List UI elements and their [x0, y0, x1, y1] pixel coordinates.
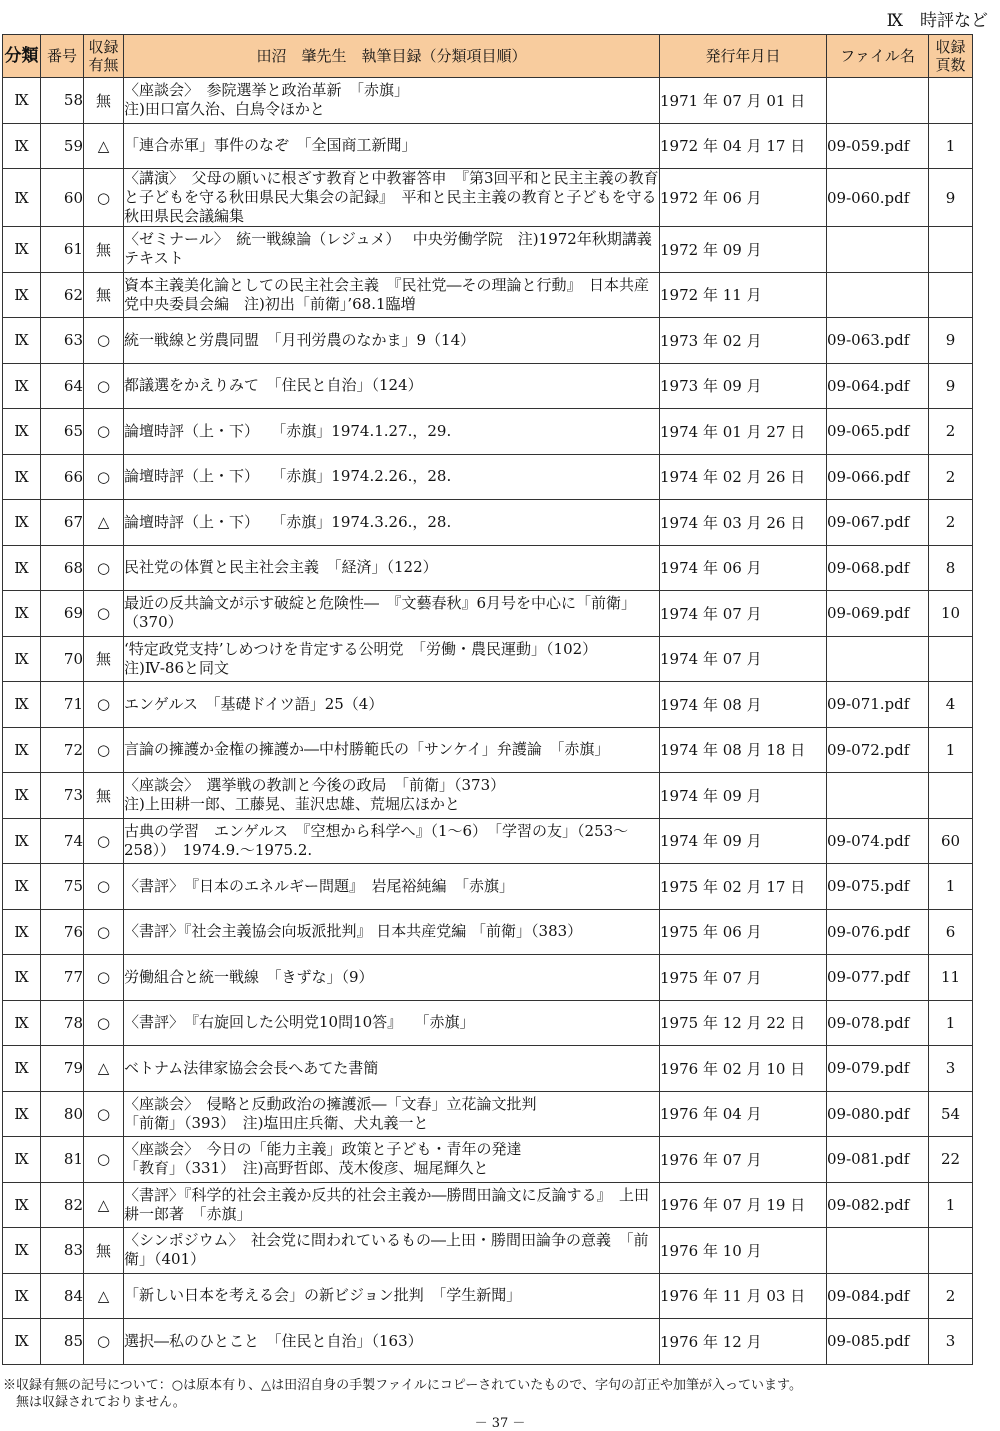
cell-filename: 09-084.pdf [827, 1273, 929, 1319]
cell-title: 〈書評〉 『右旋回した公明党10問10答』 「赤旗」 [124, 1000, 660, 1046]
cell-number: 58 [41, 78, 84, 124]
cell-date: 1975 年 06 月 [660, 909, 827, 955]
cell-pages: 2 [929, 1273, 973, 1319]
cell-number: 65 [41, 409, 84, 455]
cell-status: 無 [84, 1228, 124, 1274]
table-row [3, 682, 973, 728]
cell-filename: 09-069.pdf [827, 591, 929, 637]
cell-status: ○ [84, 864, 124, 910]
cell-title: 「新しい日本を考える会」の新ビジョン批判 「学生新聞」 [124, 1273, 660, 1319]
table-row [3, 1000, 973, 1046]
footnote-line-2: 無は収録されておりません。 [16, 1395, 186, 1410]
header-date: 発行年月日 [660, 35, 827, 78]
cell-date: 1974 年 03 月 26 日 [660, 500, 827, 546]
cell-title: 古典の学習 エンゲルス 『空想から科学へ』（1～6） 「学習の友」（253～258）） 1974.9.～1975.2. [124, 818, 660, 864]
cell-category: Ⅸ [3, 1137, 41, 1183]
table-row [3, 500, 973, 546]
cell-number: 68 [41, 545, 84, 591]
cell-title: 資本主義美化論としての民主社会主義 『民社党―その理論と行動』 日本共産党中央委員会編 注)初出「前衛」’68.1臨増 [124, 272, 660, 318]
cell-filename: 09-068.pdf [827, 545, 929, 591]
table-row [3, 818, 973, 864]
cell-date: 1972 年 09 月 [660, 227, 827, 273]
cell-category: Ⅸ [3, 500, 41, 546]
cell-date: 1973 年 02 月 [660, 318, 827, 364]
cell-filename: 09-076.pdf [827, 909, 929, 955]
cell-title: 論壇時評（上・下） 「赤旗」1974.1.27.，29. [124, 409, 660, 455]
cell-status: 無 [84, 272, 124, 318]
cell-filename: 09-075.pdf [827, 864, 929, 910]
cell-status: ○ [84, 591, 124, 637]
catalog-table [2, 34, 973, 1365]
cell-date: 1976 年 07 月 [660, 1137, 827, 1183]
cell-number: 83 [41, 1228, 84, 1274]
cell-status: ○ [84, 682, 124, 728]
cell-date: 1974 年 08 月 18 日 [660, 727, 827, 773]
cell-status: ○ [84, 955, 124, 1001]
cell-status: 無 [84, 773, 124, 819]
cell-title: 〈書評〉『科学的社会主義か反共的社会主義か―勝間田論文に反論する』 上田耕一郎著 「赤旗」 [124, 1182, 660, 1228]
cell-filename: 09-063.pdf [827, 318, 929, 364]
cell-category: Ⅸ [3, 272, 41, 318]
table-row [3, 591, 973, 637]
cell-date: 1976 年 07 月 19 日 [660, 1182, 827, 1228]
table-row [3, 1046, 973, 1092]
cell-filename: 09-082.pdf [827, 1182, 929, 1228]
cell-category: Ⅸ [3, 955, 41, 1001]
footnote-line-1: ※収録有無の記号について：○は原本有り、△は田沼自身の手製ファイルにコピーされていたもので、字句の訂正や加筆が入っています。 [3, 1378, 803, 1393]
header-pages: 収録 頁数 [929, 35, 973, 78]
cell-filename: 09-079.pdf [827, 1046, 929, 1092]
cell-pages: 1 [929, 727, 973, 773]
cell-number: 60 [41, 169, 84, 227]
cell-status: ○ [84, 169, 124, 227]
table-row [3, 363, 973, 409]
cell-filename: 09-074.pdf [827, 818, 929, 864]
cell-title: ベトナム法律家協会会長へあてた書簡 [124, 1046, 660, 1092]
table-row [3, 773, 973, 819]
cell-status: ○ [84, 727, 124, 773]
cell-pages: 2 [929, 454, 973, 500]
cell-number: 82 [41, 1182, 84, 1228]
table-row [3, 545, 973, 591]
cell-filename: 09-064.pdf [827, 363, 929, 409]
cell-title: 〈座談会〉 侵略と反動政治の擁護派―「文春」立花論文批判 「前衛」（393） 注)塩田庄兵衛、犬丸義一と [124, 1091, 660, 1137]
cell-category: Ⅸ [3, 169, 41, 227]
cell-title: 〈シンポジウム〉 社会党に問われているもの―上田・勝間田論争の意義 「前衛」（401） [124, 1228, 660, 1274]
cell-status: △ [84, 500, 124, 546]
cell-date: 1975 年 07 月 [660, 955, 827, 1001]
cell-date: 1972 年 04 月 17 日 [660, 123, 827, 169]
cell-pages: 54 [929, 1091, 973, 1137]
cell-date: 1976 年 04 月 [660, 1091, 827, 1137]
header-bango: 番号 [41, 35, 84, 78]
cell-category: Ⅸ [3, 78, 41, 124]
cell-pages: 1 [929, 1182, 973, 1228]
cell-filename: 09-060.pdf [827, 169, 929, 227]
table-row [3, 955, 973, 1001]
cell-title: 〈書評〉『社会主義協会向坂派批判』 日本共産党編 「前衛」（383） [124, 909, 660, 955]
cell-status: ○ [84, 1000, 124, 1046]
footnote [3, 1377, 802, 1411]
cell-category: Ⅸ [3, 636, 41, 682]
cell-category: Ⅸ [3, 545, 41, 591]
cell-filename [827, 227, 929, 273]
cell-filename [827, 773, 929, 819]
cell-category: Ⅸ [3, 123, 41, 169]
cell-pages [929, 636, 973, 682]
cell-category: Ⅸ [3, 1182, 41, 1228]
cell-title: 都議選をかえりみて 「住民と自治」（124） [124, 363, 660, 409]
cell-date: 1976 年 11 月 03 日 [660, 1273, 827, 1319]
cell-number: 72 [41, 727, 84, 773]
cell-pages [929, 773, 973, 819]
cell-pages: 1 [929, 123, 973, 169]
table-row [3, 123, 973, 169]
cell-pages: 22 [929, 1137, 973, 1183]
cell-title: 〈書評〉 『日本のエネルギー問題』 岩尾裕純編 「赤旗」 [124, 864, 660, 910]
cell-date: 1974 年 09 月 [660, 818, 827, 864]
cell-pages: 3 [929, 1046, 973, 1092]
cell-title: エンゲルス 「基礎ドイツ語」25（4） [124, 682, 660, 728]
cell-number: 63 [41, 318, 84, 364]
table-row [3, 1091, 973, 1137]
table-row [3, 78, 973, 124]
table-row [3, 169, 973, 227]
cell-pages [929, 1228, 973, 1274]
cell-category: Ⅸ [3, 1000, 41, 1046]
cell-number: 84 [41, 1273, 84, 1319]
cell-status: ○ [84, 545, 124, 591]
cell-filename: 09-072.pdf [827, 727, 929, 773]
cell-date: 1974 年 01 月 27 日 [660, 409, 827, 455]
cell-number: 76 [41, 909, 84, 955]
table-row [3, 636, 973, 682]
cell-title: 労働組合と統一戦線 「きずな」（9） [124, 955, 660, 1001]
cell-status: ○ [84, 363, 124, 409]
cell-filename: 09-059.pdf [827, 123, 929, 169]
cell-category: Ⅸ [3, 318, 41, 364]
cell-category: Ⅸ [3, 1091, 41, 1137]
cell-filename: 09-081.pdf [827, 1137, 929, 1183]
cell-date: 1976 年 12 月 [660, 1319, 827, 1365]
cell-pages: 11 [929, 955, 973, 1001]
cell-date: 1975 年 12 月 22 日 [660, 1000, 827, 1046]
cell-filename: 09-066.pdf [827, 454, 929, 500]
table-row [3, 1137, 973, 1183]
table-row [3, 409, 973, 455]
header-file: ファイル名 [827, 35, 929, 78]
cell-date: 1972 年 06 月 [660, 169, 827, 227]
cell-category: Ⅸ [3, 818, 41, 864]
cell-number: 79 [41, 1046, 84, 1092]
cell-number: 71 [41, 682, 84, 728]
cell-category: Ⅸ [3, 864, 41, 910]
table-row [3, 227, 973, 273]
cell-filename: 09-067.pdf [827, 500, 929, 546]
cell-title: 〈座談会〉 参院選挙と政治革新 「赤旗」 注)田口富久治、白鳥令ほかと [124, 78, 660, 124]
cell-filename: 09-078.pdf [827, 1000, 929, 1046]
cell-number: 78 [41, 1000, 84, 1046]
table-row [3, 1182, 973, 1228]
cell-category: Ⅸ [3, 682, 41, 728]
cell-status: ○ [84, 909, 124, 955]
cell-title: 民社党の体質と民主社会主義 「経済」（122） [124, 545, 660, 591]
cell-date: 1971 年 07 月 01 日 [660, 78, 827, 124]
cell-category: Ⅸ [3, 1273, 41, 1319]
cell-pages: 4 [929, 682, 973, 728]
cell-status: 無 [84, 636, 124, 682]
cell-number: 64 [41, 363, 84, 409]
cell-status: △ [84, 1273, 124, 1319]
cell-title: 論壇時評（上・下） 「赤旗」1974.2.26.，28. [124, 454, 660, 500]
table-row [3, 454, 973, 500]
cell-filename [827, 1228, 929, 1274]
cell-date: 1972 年 11 月 [660, 272, 827, 318]
cell-pages: 2 [929, 409, 973, 455]
cell-pages: 3 [929, 1319, 973, 1365]
cell-status: ○ [84, 1091, 124, 1137]
cell-filename: 09-065.pdf [827, 409, 929, 455]
header-row [3, 35, 973, 78]
cell-pages: 2 [929, 500, 973, 546]
cell-category: Ⅸ [3, 363, 41, 409]
cell-date: 1974 年 08 月 [660, 682, 827, 728]
cell-pages: 9 [929, 363, 973, 409]
cell-date: 1974 年 09 月 [660, 773, 827, 819]
cell-number: 62 [41, 272, 84, 318]
cell-pages: 60 [929, 818, 973, 864]
header-title: 田沼 肇先生 執筆目録（分類項目順） [124, 35, 660, 78]
cell-number: 74 [41, 818, 84, 864]
table-row [3, 1319, 973, 1365]
cell-pages: 6 [929, 909, 973, 955]
cell-status: ○ [84, 1137, 124, 1183]
table-row [3, 864, 973, 910]
cell-number: 85 [41, 1319, 84, 1365]
cell-category: Ⅸ [3, 773, 41, 819]
cell-title: 〈講演〉 父母の願いに根ざす教育と中教審答申 『第3回平和と民主主義の教育と子どもを守る秋田県民大集会の記録』 平和と民主主義の教育と子どもを守る秋田県民会議編集 [124, 169, 659, 225]
cell-pages [929, 227, 973, 273]
cell-pages: 10 [929, 591, 973, 637]
cell-pages: 9 [929, 169, 973, 227]
cell-filename: 09-080.pdf [827, 1091, 929, 1137]
cell-category: Ⅸ [3, 1046, 41, 1092]
cell-number: 80 [41, 1091, 84, 1137]
cell-category: Ⅸ [3, 909, 41, 955]
table-row [3, 909, 973, 955]
cell-category: Ⅸ [3, 1319, 41, 1365]
cell-date: 1975 年 02 月 17 日 [660, 864, 827, 910]
cell-pages [929, 78, 973, 124]
cell-filename: 09-071.pdf [827, 682, 929, 728]
cell-number: 67 [41, 500, 84, 546]
cell-title: ‘特定政党支持’しめつけを肯定する公明党 「労働・農民運動」（102） 注)Ⅳ-86と同文 [124, 636, 660, 682]
table-row [3, 1228, 973, 1274]
cell-pages: 8 [929, 545, 973, 591]
cell-pages: 1 [929, 1000, 973, 1046]
cell-status: △ [84, 123, 124, 169]
table-row [3, 1273, 973, 1319]
cell-pages [929, 272, 973, 318]
cell-title: 〈座談会〉 今日の「能力主義」政策と子ども・青年の発達 「教育」（331） 注)高野哲郎、茂木俊彦、堀尾輝久と [124, 1137, 660, 1183]
cell-number: 75 [41, 864, 84, 910]
cell-title: 統一戦線と労農同盟 「月刊労農のなかま」9（14） [124, 318, 660, 364]
header-bunrui: 分類 [3, 35, 41, 78]
table-row [3, 272, 973, 318]
cell-pages: 1 [929, 864, 973, 910]
cell-title: 「連合赤軍」事件のなぞ 「全国商工新聞」 [124, 123, 660, 169]
cell-status: 無 [84, 78, 124, 124]
cell-number: 66 [41, 454, 84, 500]
cell-number: 81 [41, 1137, 84, 1183]
cell-number: 73 [41, 773, 84, 819]
cell-title: 〈ゼミナール〉 統一戦線論（レジュメ） 中央労働学院 注)1972年秋期講義テキスト [124, 227, 660, 273]
cell-number: 69 [41, 591, 84, 637]
cell-filename [827, 78, 929, 124]
cell-category: Ⅸ [3, 409, 41, 455]
cell-filename [827, 272, 929, 318]
cell-date: 1974 年 06 月 [660, 545, 827, 591]
cell-status: ○ [84, 454, 124, 500]
cell-category: Ⅸ [3, 227, 41, 273]
cell-filename [827, 636, 929, 682]
cell-title: 論壇時評（上・下） 「赤旗」1974.3.26.，28. [124, 500, 660, 546]
cell-filename: 09-077.pdf [827, 955, 929, 1001]
cell-status: 無 [84, 227, 124, 273]
cell-category: Ⅸ [3, 1228, 41, 1274]
cell-number: 70 [41, 636, 84, 682]
cell-date: 1974 年 07 月 [660, 636, 827, 682]
cell-title: 選択―私のひとこと 「住民と自治」（163） [124, 1319, 660, 1365]
cell-title: 言論の擁護か金権の擁護か―中村勝範氏の「サンケイ」弁護論 「赤旗」 [124, 727, 660, 773]
page-number: － 37 － [474, 1416, 526, 1431]
table-row [3, 727, 973, 773]
cell-date: 1974 年 07 月 [660, 591, 827, 637]
section-label: Ⅸ 時評など [886, 11, 988, 31]
cell-category: Ⅸ [3, 727, 41, 773]
cell-category: Ⅸ [3, 454, 41, 500]
cell-number: 61 [41, 227, 84, 273]
table-row [3, 318, 973, 364]
cell-title: 〈座談会〉 選挙戦の教訓と今後の政局 「前衛」（373） 注)上田耕一郎、工藤晃、韮沢忠雄、荒堀広ほかと [124, 773, 660, 819]
cell-pages: 9 [929, 318, 973, 364]
cell-date: 1973 年 09 月 [660, 363, 827, 409]
cell-status: △ [84, 1046, 124, 1092]
cell-status: ○ [84, 409, 124, 455]
cell-status: ○ [84, 1319, 124, 1365]
cell-filename: 09-085.pdf [827, 1319, 929, 1365]
header-status: 収録 有無 [84, 35, 124, 78]
cell-number: 77 [41, 955, 84, 1001]
cell-status: ○ [84, 318, 124, 364]
cell-status: △ [84, 1182, 124, 1228]
cell-category: Ⅸ [3, 591, 41, 637]
cell-number: 59 [41, 123, 84, 169]
cell-date: 1976 年 10 月 [660, 1228, 827, 1274]
cell-date: 1976 年 02 月 10 日 [660, 1046, 827, 1092]
cell-title: 最近の反共論文が示す破綻と危険性― 『文藝春秋』6月号を中心に「前衛」（370） [124, 591, 660, 637]
cell-date: 1974 年 02 月 26 日 [660, 454, 827, 500]
cell-status: ○ [84, 818, 124, 864]
